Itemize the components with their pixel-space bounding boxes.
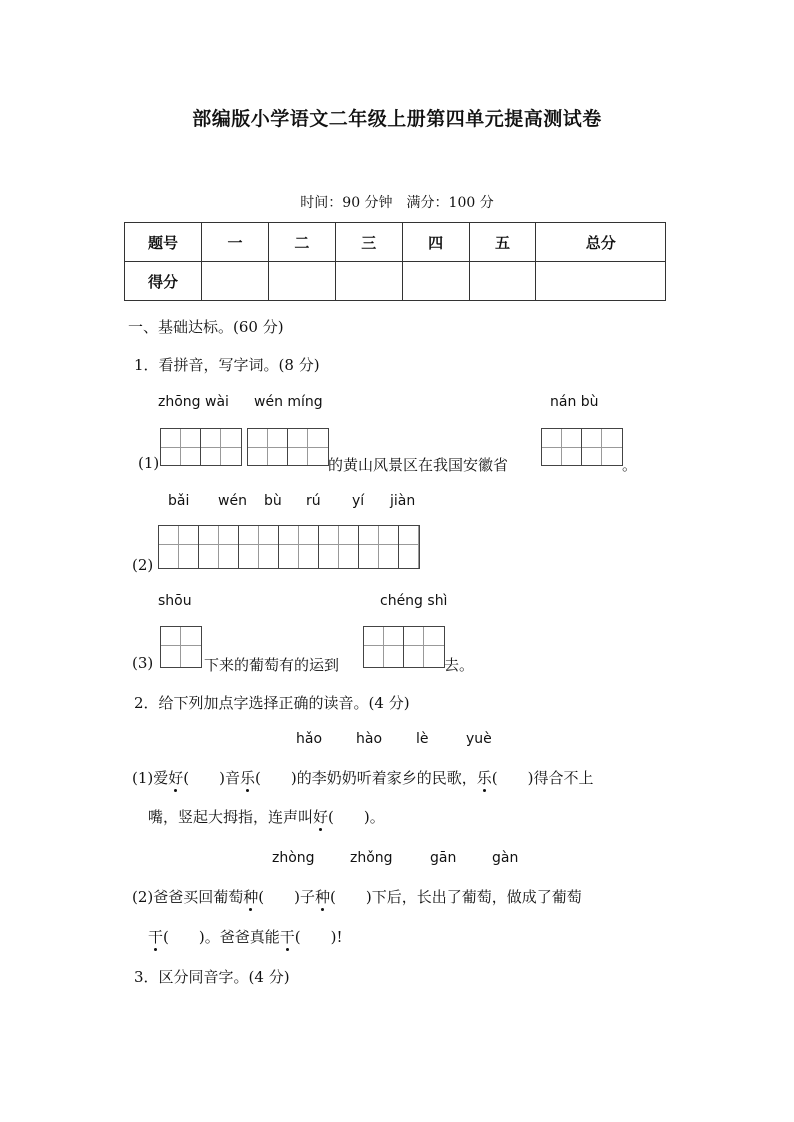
item-label: (2) [132,556,154,574]
pinyin-prompt: jiàn [390,493,416,509]
pinyin-prompt: zhōng wài [158,394,229,410]
score-header-cell: 二 [268,223,335,262]
writing-cell[interactable] [582,429,622,465]
question-2-title: 2．给下列加点字选择正确的读音。(4 分) [134,694,410,712]
writing-cell[interactable] [359,526,399,568]
writing-cell[interactable] [239,526,279,568]
pinyin-prompt: wén [218,493,247,509]
writing-grid[interactable] [158,525,420,569]
pinyin-option: zhǒng [350,850,393,866]
score-input-cell[interactable] [335,262,402,301]
pinyin-prompt: rú [306,493,321,509]
dotted-character: 乐 [239,769,255,787]
writing-grid[interactable] [541,428,623,466]
writing-cell[interactable] [404,627,444,667]
score-input-cell[interactable] [402,262,469,301]
question-3-title: 3．区分同音字。(4 分) [134,968,290,986]
sentence-line [148,926,342,947]
pinyin-prompt: chéng shì [380,593,448,609]
writing-grid[interactable] [247,428,329,466]
writing-cell[interactable] [199,526,239,568]
answer-blank[interactable]: ( )! [294,928,343,946]
pinyin-option: lè [416,731,429,747]
sentence-fragment: 嘴，竖起大拇指，连声叫 [148,808,314,826]
writing-cell[interactable] [201,429,241,465]
sentence-text: 的黄山风景区在我国安徽省 [328,456,509,474]
sentence-line [132,886,582,907]
writing-grid[interactable] [160,428,242,466]
answer-blank[interactable]: ( )。爸爸真能 [163,928,280,946]
sentence-fragment: (1)爱 [132,769,169,787]
pinyin-option: gàn [492,850,519,866]
pinyin-option: gān [430,850,457,866]
writing-cell[interactable] [279,526,319,568]
score-table-score-row [125,262,666,301]
score-header-cell: 一 [202,223,269,262]
pinyin-option: hào [356,731,383,747]
score-input-cell[interactable] [268,262,335,301]
pinyin-option: hǎo [296,731,323,747]
pinyin-prompt: bù [264,493,282,509]
pinyin-option: yuè [466,731,492,747]
score-header-cell: 总分 [536,223,666,262]
dotted-character: 好 [313,808,329,826]
score-header-cell: 四 [402,223,469,262]
writing-grid[interactable] [160,626,202,668]
sentence-end: 。 [622,456,638,474]
dotted-character: 种 [243,888,259,906]
score-input-cell[interactable] [469,262,536,301]
score-header-cell: 五 [469,223,536,262]
section-heading: 一、基础达标。(60 分) [128,318,284,336]
writing-cell[interactable] [248,429,288,465]
exam-meta: 时间：90 分钟 满分：100 分 [300,195,494,211]
writing-cell[interactable] [399,526,419,568]
pinyin-prompt: yí [352,493,365,509]
answer-blank[interactable]: ( )下后，长出了葡萄，做成了葡萄 [330,888,582,906]
writing-cell[interactable] [161,627,201,667]
answer-blank[interactable]: ( )。 [328,808,385,826]
score-table-header-row [125,223,666,262]
score-input-cell[interactable] [536,262,666,301]
pinyin-prompt: wén míng [254,394,323,410]
dotted-character: 好 [168,769,184,787]
answer-blank[interactable]: ( )子 [258,888,315,906]
writing-cell[interactable] [161,429,201,465]
item-label: (3) [132,654,154,672]
score-input-cell[interactable] [202,262,269,301]
answer-blank[interactable]: ( )音 [183,769,240,787]
answer-blank[interactable]: ( )得合不上 [491,769,594,787]
dotted-character: 种 [314,888,330,906]
writing-cell[interactable] [542,429,582,465]
pinyin-prompt: shōu [158,593,192,609]
score-header-cell: 题号 [125,223,202,262]
sentence-text: 下来的葡萄有的运到 [204,656,340,674]
dotted-character: 干 [148,928,164,946]
sentence-line [148,806,385,827]
score-table [124,222,666,301]
answer-blank[interactable]: ( )的李奶奶听着家乡的民歌， [255,769,477,787]
question-1-title: 1．看拼音，写字词。(8 分) [134,356,320,374]
sentence-fragment: (2)爸爸买回葡萄 [132,888,244,906]
pinyin-prompt: bǎi [168,493,190,509]
writing-cell[interactable] [364,627,404,667]
pinyin-prompt: nán bù [550,394,599,410]
writing-cell[interactable] [288,429,328,465]
score-header-cell: 三 [335,223,402,262]
sentence-line [132,767,593,788]
pinyin-option: zhòng [272,850,315,866]
writing-cell[interactable] [319,526,359,568]
item-label: (1) [138,454,160,472]
dotted-character: 干 [279,928,295,946]
sentence-end: 去。 [444,656,475,674]
writing-grid[interactable] [363,626,445,668]
score-row-label: 得分 [125,262,202,301]
page-title: 部编版小学语文二年级上册第四单元提高测试卷 [192,108,602,130]
writing-cell[interactable] [159,526,199,568]
dotted-character: 乐 [476,769,492,787]
